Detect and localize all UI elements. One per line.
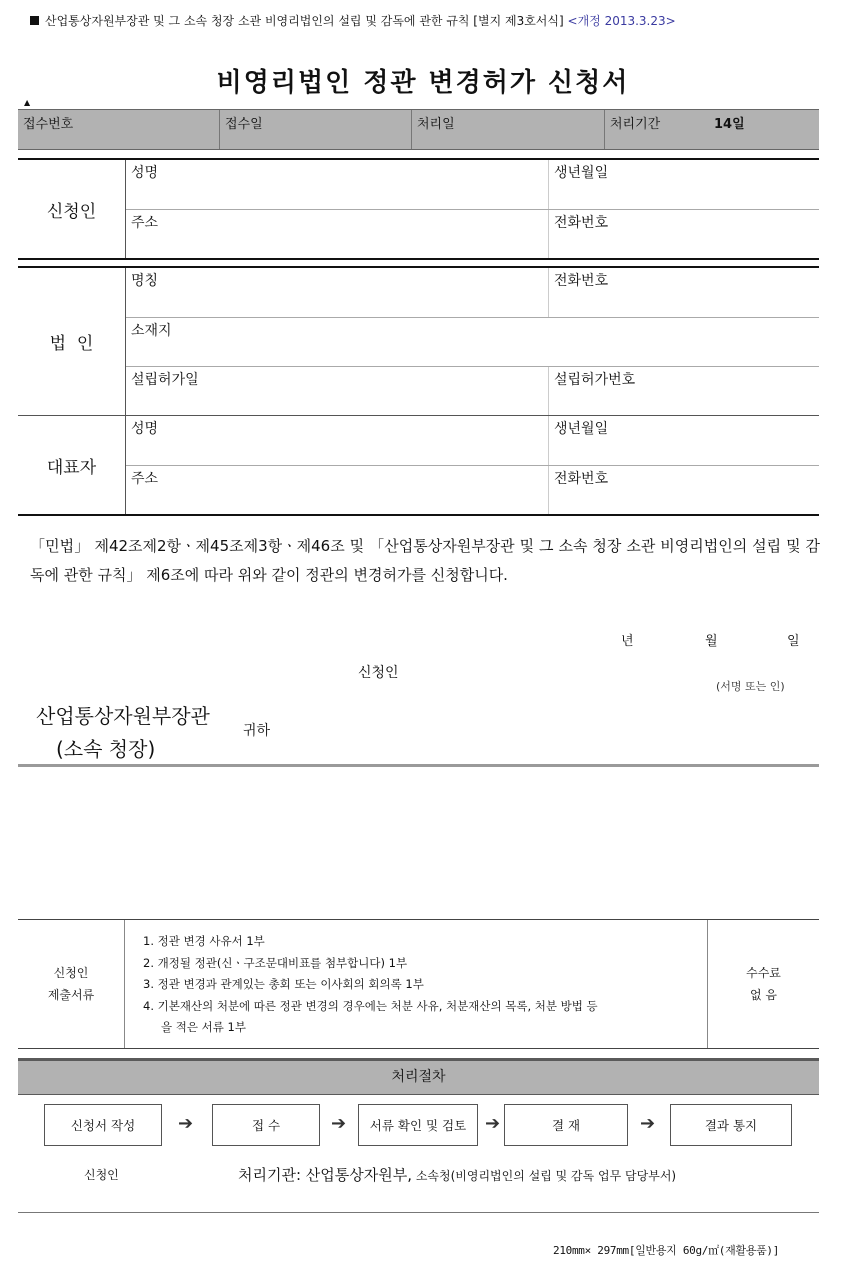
regulation-text: 산업통상자원부장관 및 그 소속 청장 소관 비영리법인의 설립 및 감독에 관한 규칙 [별지 제3호서식]: [45, 14, 564, 28]
permit-number-field[interactable]: [549, 367, 819, 415]
step-notify-result: 결과 통지: [670, 1104, 792, 1146]
form-reference-note: [30, 12, 676, 29]
step-approval: 결 재: [504, 1104, 628, 1146]
applicant-name-label: 성명: [131, 165, 159, 181]
representative-address-label: 주소: [131, 471, 159, 487]
representative-birth-label: 생년월일: [554, 421, 609, 437]
step-write-application: 신청서 작성: [44, 1104, 162, 1146]
arrow-right-icon: ➔: [485, 1113, 501, 1134]
document-item: 4. 기본재산의 처분에 따른 정관 변경의 경우에는 처분 사유, 처분재산의 목록, 처분 방법 등: [143, 998, 598, 1013]
corporation-location-label: 소재지: [131, 323, 172, 339]
applicant-birth-field[interactable]: [549, 160, 819, 209]
process-period-value: 14일: [714, 117, 745, 132]
applicant-section: [18, 158, 819, 260]
applicant-phone-label: 전화번호: [554, 215, 609, 231]
required-documents-table: [18, 919, 819, 1049]
applicant-phone-field[interactable]: [549, 210, 819, 258]
revision-date: <개정 2013.3.23>: [567, 14, 676, 28]
corporation-name-label: 명칭: [131, 273, 159, 289]
applicant-section-label: 신청인: [18, 160, 126, 258]
receipt-number-cell[interactable]: [18, 110, 219, 149]
documents-list: [125, 920, 708, 1048]
document-item: 2. 개정될 정관(신ㆍ구조문대비표를 첨부합니다) 1부: [143, 955, 408, 970]
arrow-right-icon: ➔: [331, 1113, 347, 1134]
application-statement: 「민법」 제42조제2항ㆍ제45조제3항ㆍ제46조 및 「산업통상자원부장관 및 그 소속 청장 소관 비영리법인의 설립 및 감독에 관한 규칙」 제6조에 따라 위와 같이 정관의 변경허가를 신청합니다.: [30, 537, 820, 584]
date-day-label: 일: [787, 634, 800, 649]
fee-value: 없 음: [750, 988, 777, 1002]
applicant-name-field[interactable]: [126, 160, 549, 209]
process-period-label: 처리기간: [610, 117, 661, 132]
page-title: 비영리법인 정관 변경허가 신청서: [216, 68, 630, 98]
process-date-label: 처리일: [417, 117, 455, 132]
arrow-right-icon: ➔: [640, 1113, 656, 1134]
actor-agency: [238, 1164, 676, 1185]
permit-date-field[interactable]: [126, 367, 549, 415]
addressee-suffix: 귀하: [243, 723, 271, 739]
document-item: 3. 정관 변경과 관계있는 총회 또는 이사회의 회의록 1부: [143, 977, 424, 991]
actor-agency-sub: 소속청(비영리법인의 설립 및 감독 업무 담당부서): [412, 1169, 677, 1183]
representative-address-field[interactable]: [126, 466, 549, 514]
representative-phone-field[interactable]: [549, 466, 819, 514]
documents-label-line1: 신청인: [53, 966, 89, 980]
actor-agency-main: 산업통상자원부,: [305, 1166, 412, 1184]
process-date-cell[interactable]: [411, 110, 604, 149]
document-item: 1. 정관 변경 사유서 1부: [143, 934, 265, 948]
corporation-location-field[interactable]: [126, 318, 819, 366]
step-receipt: 접 수: [212, 1104, 320, 1146]
actor-agency-prefix: 처리기관:: [238, 1166, 306, 1184]
permit-date-label: 설립허가일: [131, 372, 199, 388]
corporation-phone-field[interactable]: [549, 268, 819, 317]
document-item-continuation: 을 적은 서류 1부: [161, 1020, 246, 1034]
applicant-birth-label: 생년월일: [554, 165, 609, 181]
signature-note: (서명 또는 인): [716, 680, 785, 693]
corporation-section: [18, 266, 819, 516]
representative-section: [18, 415, 819, 514]
corporation-section-label: 법 인: [18, 268, 126, 415]
date-year-label: 년: [621, 634, 634, 649]
bottom-divider: [18, 1212, 819, 1213]
addressee-line1: 산업통상자원부장관: [36, 704, 210, 728]
documents-label: [18, 920, 125, 1048]
receipt-date-cell[interactable]: [219, 110, 411, 149]
step-review-documents: 서류 확인 및 검토: [358, 1104, 478, 1146]
receipt-date-label: 접수일: [225, 117, 263, 132]
addressee-line2: (소속 청장): [56, 737, 156, 761]
signature-applicant-label: 신청인: [358, 665, 399, 681]
receipt-info-bar: [18, 109, 819, 150]
representative-name-label: 성명: [131, 421, 159, 437]
representative-section-label: 대표자: [18, 416, 126, 514]
corporation-phone-label: 전화번호: [554, 273, 609, 289]
process-period-cell: [604, 110, 819, 149]
actor-applicant: 신청인: [84, 1168, 119, 1182]
receipt-number-label: 접수번호: [23, 117, 74, 132]
date-month-label: 월: [705, 634, 718, 649]
fee-cell: [708, 920, 819, 1048]
applicant-address-label: 주소: [131, 215, 159, 231]
arrow-right-icon: ➔: [178, 1113, 194, 1134]
permit-number-label: 설립허가번호: [554, 372, 636, 388]
section-divider: [18, 764, 819, 767]
documents-label-line2: 제출서류: [47, 988, 95, 1002]
marker-dot: ▲: [24, 98, 31, 107]
corporation-name-field[interactable]: [126, 268, 549, 317]
paper-spec-note: 210mm× 297mm[일반용지 60g/㎡(재활용품)]: [553, 1244, 780, 1257]
applicant-address-field[interactable]: [126, 210, 549, 258]
square-bullet-icon: [30, 16, 39, 25]
representative-birth-field[interactable]: [549, 416, 819, 465]
procedure-header: 처리절차: [18, 1058, 819, 1095]
representative-phone-label: 전화번호: [554, 471, 609, 487]
fee-label: 수수료: [746, 966, 781, 980]
representative-name-field[interactable]: [126, 416, 549, 465]
